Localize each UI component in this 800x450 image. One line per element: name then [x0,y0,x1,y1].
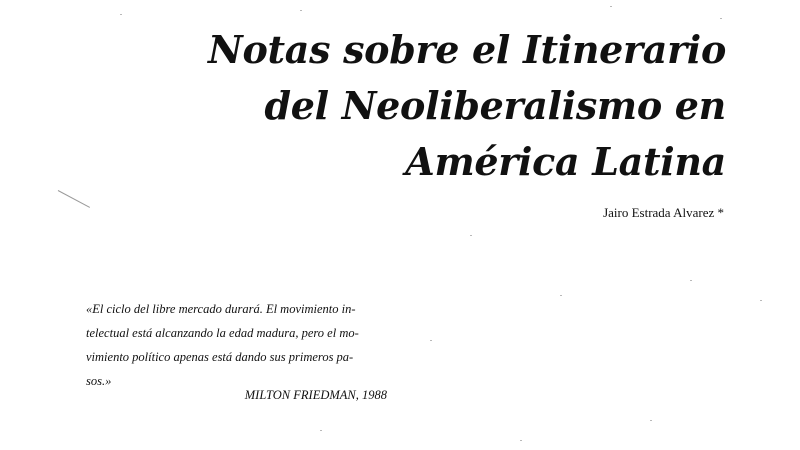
epigraph-line-4: sos.» [86,374,112,388]
scan-speckle [430,340,432,341]
scan-speckle [650,420,652,421]
scan-speckle [610,6,612,7]
scan-speckle [520,440,522,441]
title-line-2: del Neoliberalismo en [264,83,726,128]
scan-speckle [300,10,302,11]
title-line-1: Notas sobre el Itinerario [208,27,726,72]
scan-speckle [470,235,472,236]
scan-artifact [58,190,90,208]
epigraph-line-3: vimiento político apenas está dando sus primeros pa- [86,350,354,364]
scan-speckle [690,280,692,281]
epigraph-quote [86,297,392,393]
scan-speckle [560,295,562,296]
article-title [166,22,726,190]
scan-speckle [320,430,322,431]
scan-speckle [120,14,122,15]
author-name: Jairo Estrada Alvarez * [603,205,724,220]
epigraph-attribution: MILTON FRIEDMAN, 1988 [244,388,387,402]
scan-speckle [760,300,762,301]
title-line-3: América Latina [405,139,726,184]
scan-speckle [720,18,722,19]
epigraph-line-1: «El ciclo del libre mercado durará. El movimiento in- [86,302,356,316]
epigraph-line-2: telectual está alcanzando la edad madura, pero el mo- [86,326,359,340]
